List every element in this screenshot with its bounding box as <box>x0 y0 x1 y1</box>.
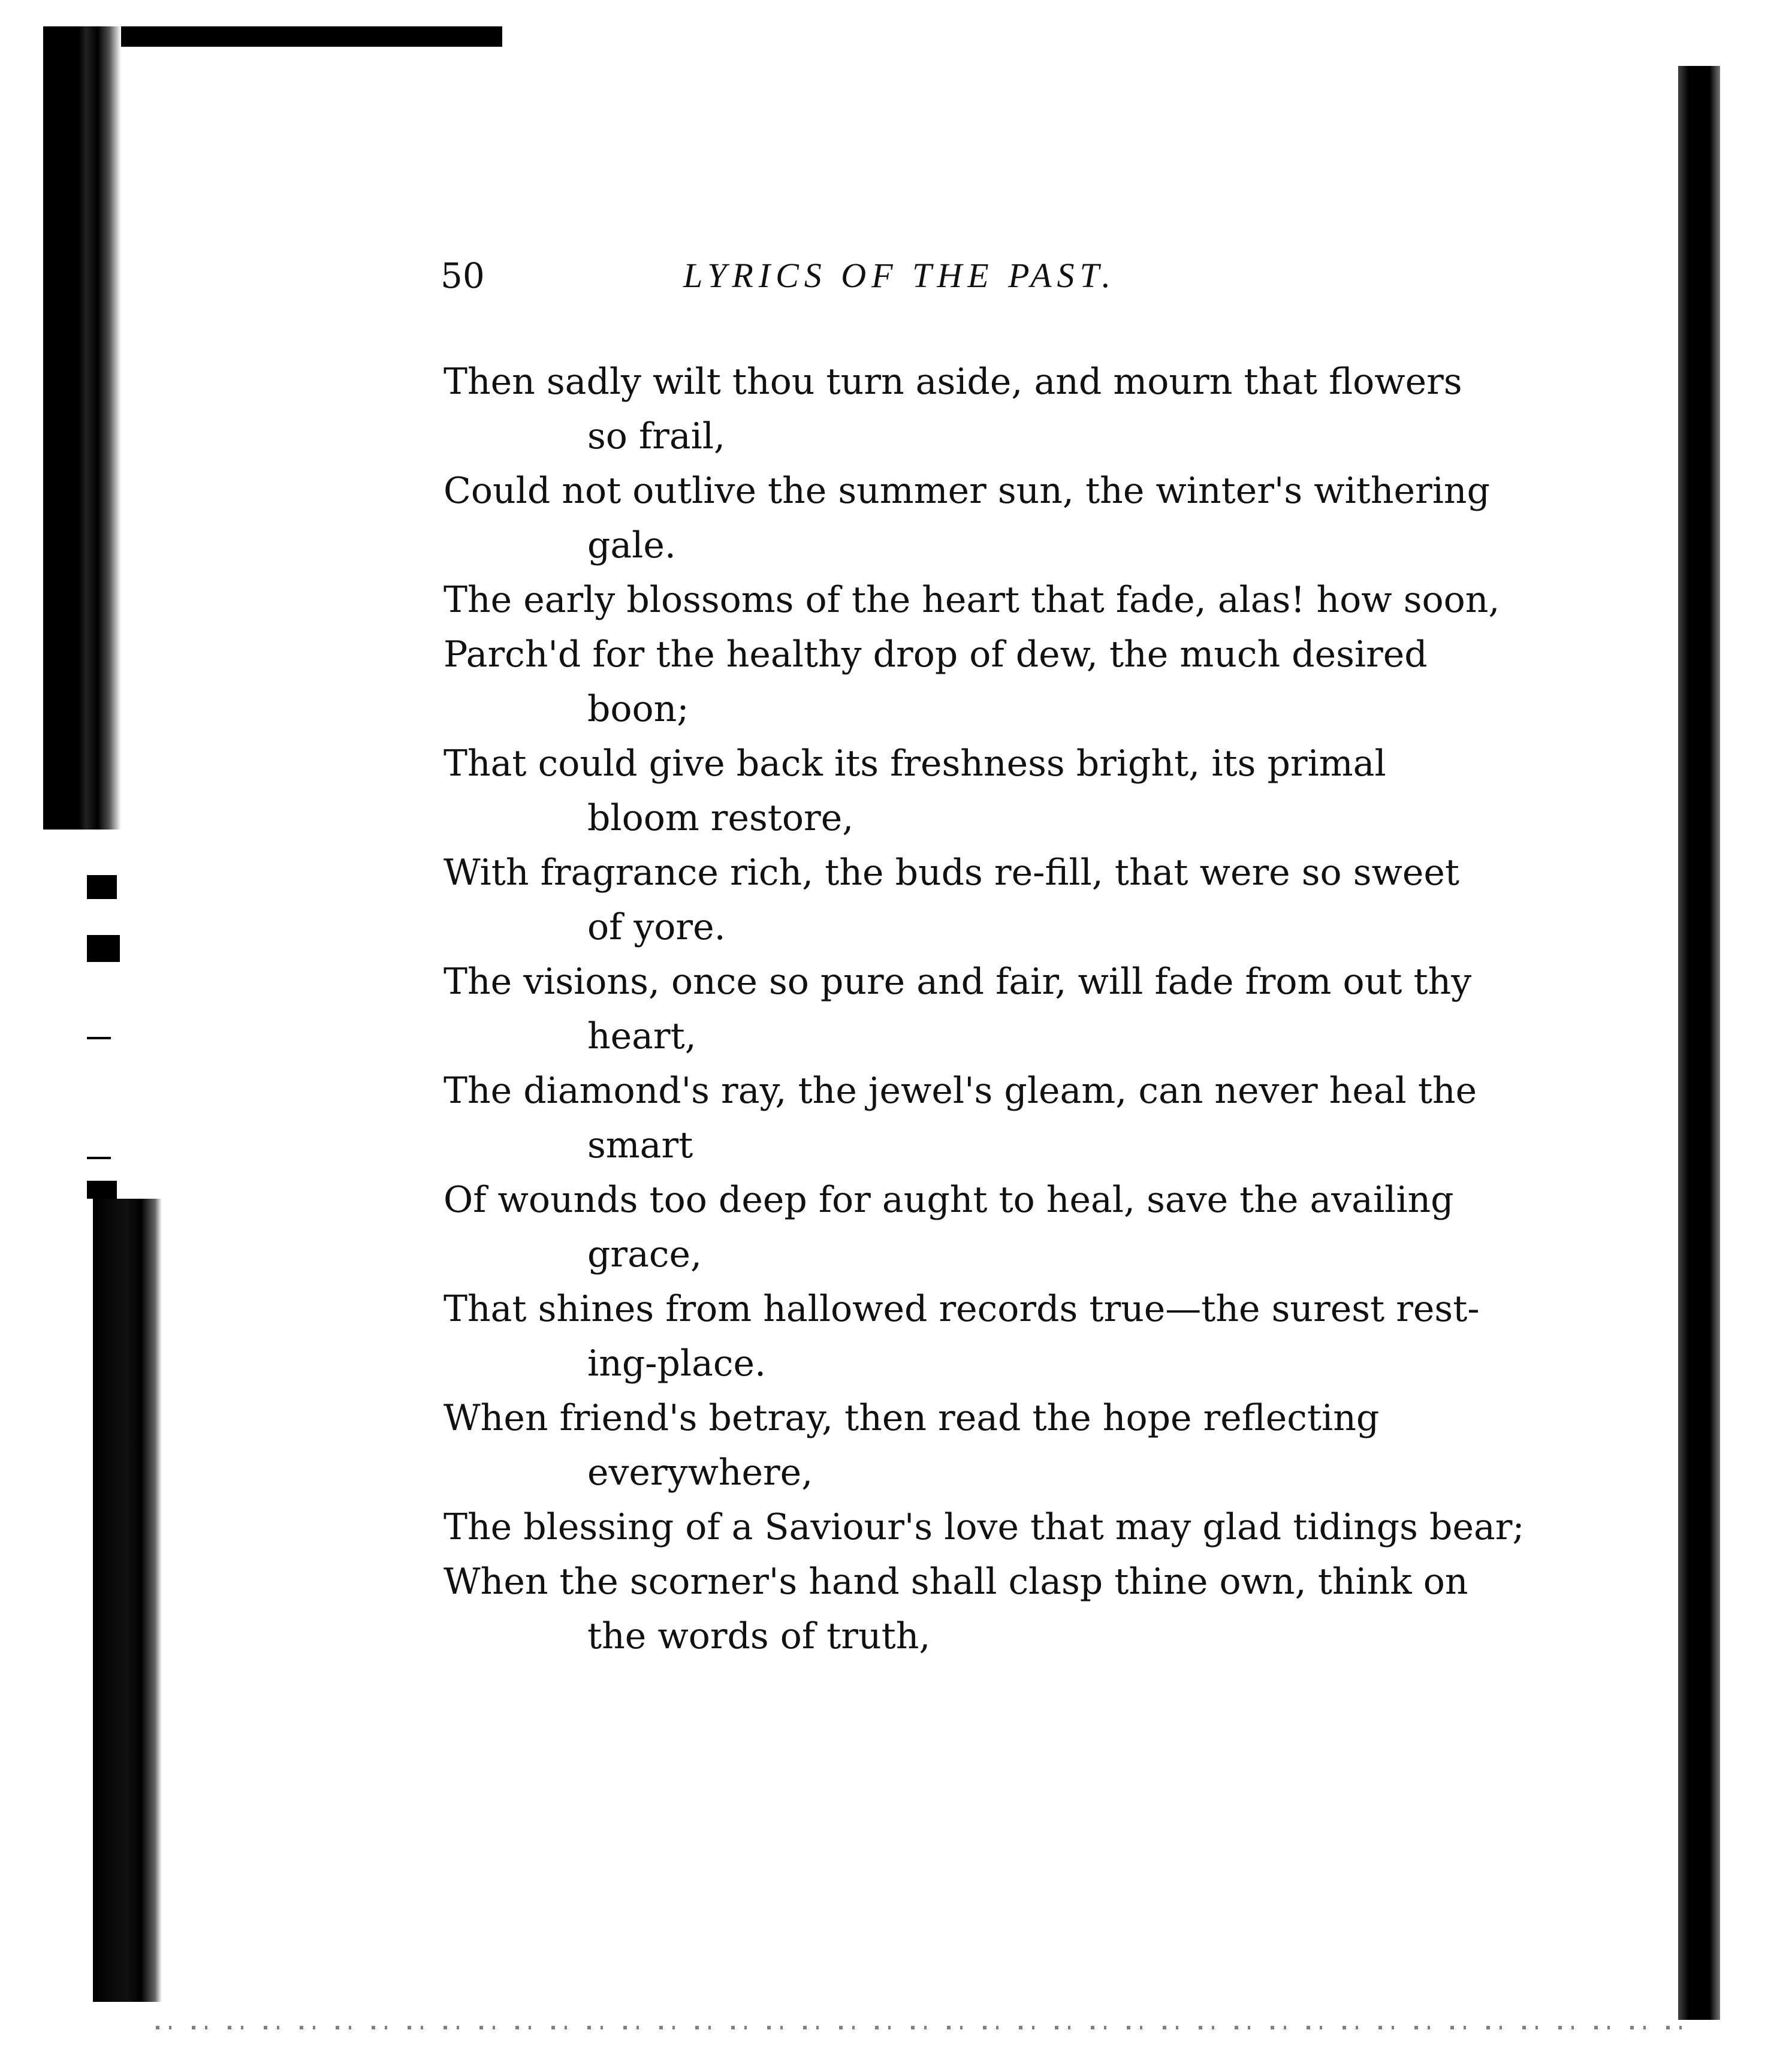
poem-line-continuation: smart <box>587 1124 693 1166</box>
poem-line: Could not outlive the summer sun, the winter's withering <box>444 470 1490 512</box>
poem-line-continuation: so frail, <box>587 415 726 457</box>
poem-line-continuation: grace, <box>587 1233 702 1275</box>
poem-line-continuation: the words of truth, <box>587 1615 931 1657</box>
poem-line: The blessing of a Saviour's love that may glad tidings bear; <box>444 1506 1525 1548</box>
poem-line-continuation: ing-place. <box>587 1343 767 1385</box>
poem-line: That shines from hallowed records true—the surest rest- <box>444 1288 1480 1330</box>
poem-line-continuation: of yore. <box>587 906 726 948</box>
running-title: LYRICS OF THE PAST. <box>683 256 1116 295</box>
poem-line: With fragrance rich, the buds re-fill, that were so sweet <box>444 852 1459 894</box>
poem-text <box>444 355 1525 1664</box>
poem-line: The diamond's ray, the jewel's gleam, can never heal the <box>444 1070 1477 1112</box>
scan-edge-left-lower <box>93 1199 162 2002</box>
poem-line: When the scorner's hand shall clasp thine own, think on <box>444 1561 1468 1603</box>
poem-line: That could give back its freshness bright, its primal <box>444 743 1386 785</box>
scan-edge-bottom <box>156 2026 1690 2029</box>
poem-line: Of wounds too deep for aught to heal, save the availing <box>444 1179 1454 1221</box>
poem-line: The visions, once so pure and fair, will fade from out thy <box>444 961 1472 1003</box>
scan-edge-right <box>1678 66 1720 2020</box>
page-number: 50 <box>441 255 485 296</box>
poem-line: Then sadly wilt thou turn aside, and mourn that flowers <box>444 361 1462 403</box>
running-head <box>441 252 1220 300</box>
poem-line: The early blossoms of the heart that fade, alas! how soon, <box>444 579 1500 621</box>
poem-line-continuation: gale. <box>587 524 676 566</box>
poem-line-continuation: everywhere, <box>587 1452 813 1494</box>
poem-line-continuation: bloom restore, <box>587 797 854 839</box>
poem-line-continuation: boon; <box>587 688 689 730</box>
poem-line: Parch'd for the healthy drop of dew, the much desired <box>444 634 1428 675</box>
poem-line-continuation: heart, <box>587 1015 696 1057</box>
poem-line: When friend's betray, then read the hope reflecting <box>444 1397 1380 1439</box>
scan-edge-left-upper <box>43 26 121 830</box>
